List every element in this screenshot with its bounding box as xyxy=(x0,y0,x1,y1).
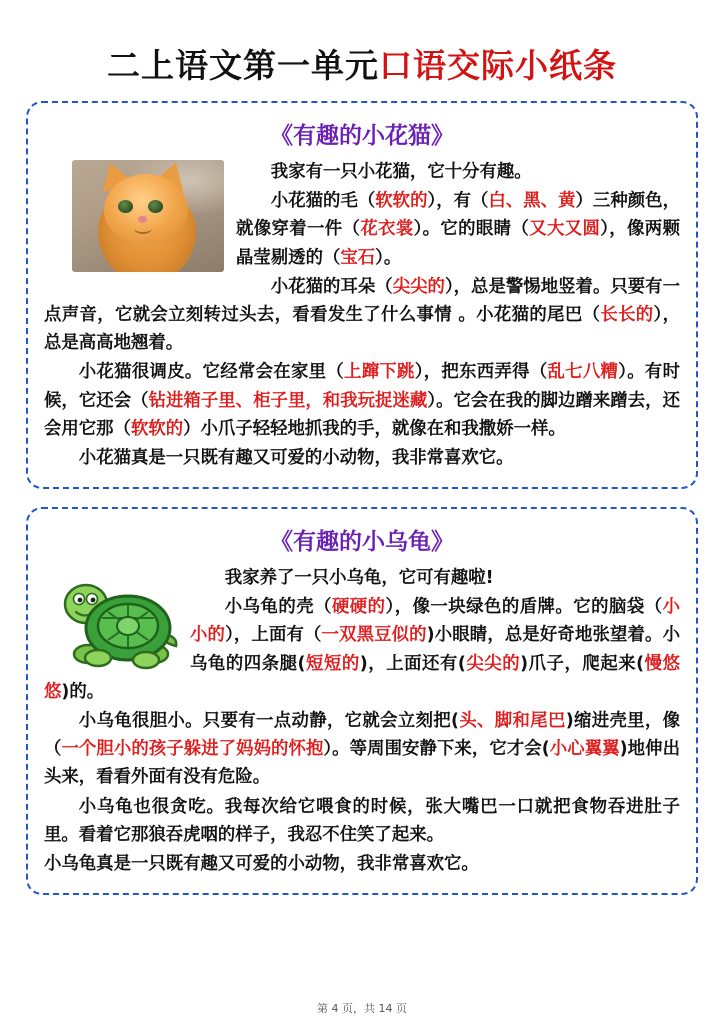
text-run: ）。 xyxy=(375,247,402,268)
section-kitten-heading: 《有趣的小花猫》 xyxy=(270,123,454,149)
page-title-black: 二上语文第一单元 xyxy=(107,46,379,85)
highlighted-phrase: 短短的 xyxy=(305,653,360,674)
text-run: ），像一块绿色的盾牌。它的脑袋（ xyxy=(385,597,663,618)
text-run: ），总是高高地翘着。 xyxy=(44,304,680,354)
highlighted-phrase: 长长的 xyxy=(600,304,654,325)
kitten-eye-right xyxy=(148,200,163,213)
paragraph xyxy=(44,793,680,849)
text-run: ）三种颜色，就像穿着一件（ xyxy=(236,191,680,240)
page-title xyxy=(26,40,698,87)
highlighted-phrase: 软软的 xyxy=(375,191,428,212)
text-run: 小花猫的毛（ xyxy=(270,191,376,212)
highlighted-phrase: 慢悠悠 xyxy=(44,653,680,702)
highlighted-phrase: 一双黑豆似的 xyxy=(321,625,427,646)
text-run: ）。等周围安静下来，它才会( xyxy=(323,739,550,760)
highlighted-phrase: 又大又圆 xyxy=(529,219,601,240)
text-run: ），总是警惕地竖着。只要有一点声音，它就会立刻转过头去，看看发生了什么事情 。小花猫的尾巴（ xyxy=(44,276,680,325)
paragraph xyxy=(44,273,680,358)
text-run: ），把东西弄得（ xyxy=(414,362,548,383)
text-run: ），上面有（ xyxy=(225,625,322,646)
section-turtle xyxy=(26,507,698,895)
turtle-icon xyxy=(62,568,180,676)
page-title-red: 口语交际小纸条 xyxy=(379,46,617,85)
kitten-photo xyxy=(72,160,224,272)
text-run: 小乌龟很胆小。只要有一点动静，它就会立刻把( xyxy=(78,711,459,731)
text-run: ）。它会在我的脚边蹭来蹭去，还会用它那（ xyxy=(44,390,680,439)
text-run: )的。 xyxy=(61,681,105,702)
highlighted-phrase: 花衣裳 xyxy=(360,219,414,240)
text-run: ）小爪子轻轻地抓我的手，就像在和我撒娇一样。 xyxy=(183,418,566,439)
text-run: 小乌龟真是一只既有趣又可爱的小动物，我非常喜欢它。 xyxy=(44,853,479,874)
text-run: ）。它的眼睛（ xyxy=(413,219,530,240)
turtle-illustration xyxy=(62,568,180,676)
text-run: ）。有时候，它还会（ xyxy=(44,362,680,411)
section-turtle-heading: 《有趣的小乌龟》 xyxy=(270,529,454,556)
highlighted-phrase: 宝石 xyxy=(340,247,376,268)
highlighted-phrase: 钻进箱子里、柜子里，和我玩捉迷藏 xyxy=(148,390,428,411)
kitten-eye-left xyxy=(118,200,133,213)
highlighted-phrase: 一个胆小的孩子躲进了妈妈的怀抱 xyxy=(61,739,324,760)
kitten-mouth xyxy=(134,223,152,234)
paragraph xyxy=(44,358,680,443)
highlighted-phrase: 白、黑、黄 xyxy=(488,191,576,212)
text-run: ），有（ xyxy=(427,191,489,212)
text-run: 小花猫很调皮。它经常会在家里（ xyxy=(78,362,345,383)
highlighted-phrase: 软软的 xyxy=(130,418,184,439)
section-kitten xyxy=(26,101,698,489)
text-run: 小花猫的耳朵（ xyxy=(270,276,393,297)
text-run: )地伸出头来，看看外面有没有危险。 xyxy=(44,739,680,788)
highlighted-phrase: 小小的 xyxy=(190,597,680,646)
highlighted-phrase: 上蹿下跳 xyxy=(344,362,415,383)
text-run: 小乌龟的壳（ xyxy=(224,597,332,618)
highlighted-phrase: 头、脚和尾巴 xyxy=(459,711,566,731)
highlighted-phrase: 乱七八糟 xyxy=(547,362,619,383)
paragraph xyxy=(44,850,680,878)
page-footer: 第 4 页，共 14 页 xyxy=(317,1002,407,1015)
kitten-nose xyxy=(138,216,147,223)
text-run: 小花猫真是一只既有趣又可爱的小动物，我非常喜欢它。 xyxy=(78,447,514,468)
highlighted-phrase: 尖尖的 xyxy=(392,276,445,297)
paragraph xyxy=(44,707,680,792)
highlighted-phrase: 小心翼翼 xyxy=(549,739,620,760)
highlighted-phrase: 尖尖的 xyxy=(465,653,521,674)
text-run: 我家有一只小花猫，它十分有趣。 xyxy=(270,162,532,182)
text-run: )缩进壳里，像（ xyxy=(44,711,681,760)
paragraph xyxy=(44,444,680,472)
text-run: )爪子，爬起来( xyxy=(520,653,645,674)
text-run: 我家养了一只小乌龟，它可有趣啦! xyxy=(224,568,494,589)
text-run: 小乌龟也很贪吃。我每次给它喂食的时候，张大嘴巴一口就把食物吞进肚子里。看着它那狼吞虎咽的样子，我忍不住笑了起来。 xyxy=(44,796,680,845)
text-run: ），像两颗晶莹剔透的（ xyxy=(236,219,680,268)
highlighted-phrase: 硬硬的 xyxy=(331,597,386,618)
text-run: )，上面还有( xyxy=(359,653,466,674)
text-run: )小眼睛，总是好奇地张望着。小乌龟的四条腿( xyxy=(190,625,680,674)
